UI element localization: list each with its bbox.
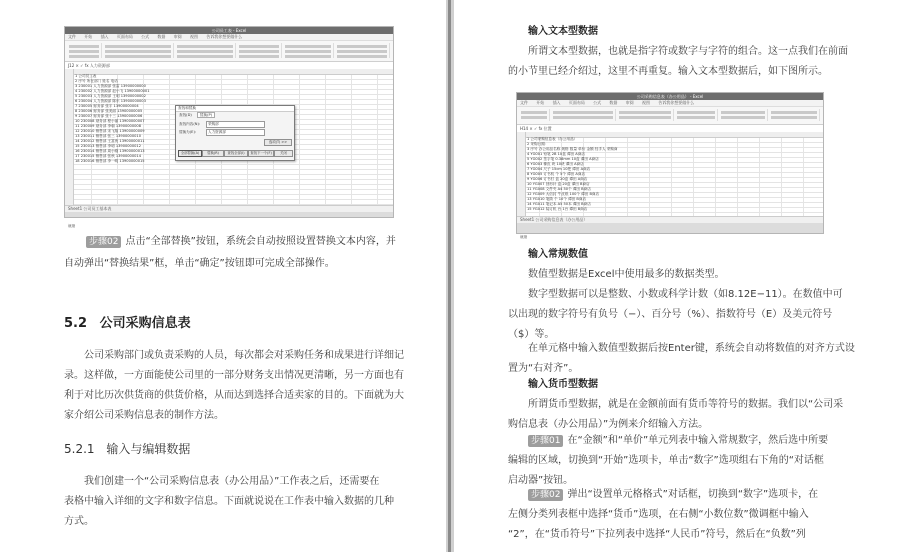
ribbon-tab: 插入 [552,100,561,105]
section-heading [64,312,191,331]
status-text: 就绪 [68,224,76,228]
text-line: 表格中输入详细的文字和数字信息。下面就说说在工作表中输入数据的几种 [64,496,394,507]
sheet-row: 7 230005 财务部 张宇 13900000004 [75,104,139,108]
sheet-row: 1 公司员工表 [75,74,97,78]
text-line: （$）等。 [508,329,555,340]
ribbon-tab: 数据 [157,34,166,39]
ribbon-tab: 告诉我你想要做什么 [658,100,695,105]
right-page [454,0,900,552]
status-text: 就绪 [520,235,528,239]
ribbon-tab: 数据 [609,100,618,105]
find-replace-dialog [175,105,295,161]
ribbon-tab: 页面布局 [116,34,133,39]
section-title: 公司采购信息表 [99,316,191,331]
excel-screenshot-purchase [516,92,824,239]
ribbon-tab: 视图 [641,100,650,105]
ribbon-tab: 审阅 [173,34,182,39]
section-number: 5.2 [64,316,88,331]
step-badge: 步骤02 [86,236,121,248]
sheet-row: 10 YG007 回形针 盒 20盒 谭田 B商店 [527,182,590,186]
subsection-heading [64,440,190,457]
sheet-row: 18 230016 销售部 李一明 13900000015 [75,159,145,163]
ribbon-tabs [517,100,823,107]
text-line: 方式。 [64,516,94,527]
tab-find[interactable]: 查找(D) [179,113,192,117]
replace-button[interactable]: 替换(R) [202,150,224,157]
text-line: 录。这样做，一方面能使公司里的一部分财务支出情况更清晰，另一方面也有 [64,370,404,381]
sheet-row: 3 230001 人力资源部 张雷 13900000000 [75,84,146,88]
text-line: 所谓文本型数据，也就是指字符或数字与字符的组合。这一点我们在前面 [528,46,848,57]
ribbon-tab: 告诉我你想要做什么 [206,34,243,39]
ribbon-tab: 开始 [536,100,545,105]
sheet-row: 13 230011 销售部 张三 13900000010 [75,134,141,138]
sheet-row: 6 230004 人力资源部 陈东 13900000003 [75,99,146,103]
sheet-row: 15 230013 销售部 李明 13900000012 [75,144,141,148]
ribbon-tab: 开始 [84,34,93,39]
sheet-row: 4 YG001 铅笔 2B 10盒 谭田 A商店 [527,152,585,156]
formula-bar: H14 × ✓ fx 位置 [517,125,823,133]
status-bar [517,223,823,239]
step02-paragraph [86,232,426,252]
text-data-heading: 输入文本型数据 [528,26,598,37]
step-text: 点击“全部替换”按钮，系统会自动按照设置替换文本内容，并 [125,236,396,247]
text-line: 所谓货币型数据，就是在金额前面有货币等符号的数据。我们以“公司采 [528,399,844,410]
formula-bar: J12 × ✓ fx 人力资源部 [65,62,393,70]
replace-label: 替换为(E): [179,130,197,134]
excel-window-title: 公司员工表 - Excel [65,27,393,34]
sheet-row: 14 230012 销售部 王富贵 13900000011 [75,139,145,143]
close-button[interactable]: 关闭 [274,150,293,157]
sheet-row: 9 230007 财务部 张十三 13900000006 [75,114,143,118]
ribbon-tab: 文件 [68,34,76,39]
text-line: “2”，在“货币符号”下拉列表中选择“人民币”符号，然后在“负数”列 [508,529,806,540]
text-line: 在“金额”和“单价”单元列表中输入常规数字，然后选中所要 [567,435,829,446]
currency-heading: 输入货币型数据 [528,379,598,390]
options-button[interactable]: 选项(T) >> [264,139,292,146]
step-badge: 步骤02 [528,489,563,501]
sheet-tabs: Sheet1 公司员工基本表 [65,205,393,212]
ribbon-tab: 公式 [593,100,602,105]
regular-heading: 输入常规数值 [528,249,588,260]
find-input[interactable]: 采购部 [206,121,265,128]
sheet-cells [75,74,149,164]
tab-replace[interactable]: 替换(P) [197,112,215,118]
ribbon-tab: 视图 [189,34,198,39]
subsection-title: 输入与编辑数据 [106,442,191,456]
dialog-title: 查找和替换 [176,106,294,112]
sheet-row: 11 230009 财务部 李朝 13900000008 [75,124,141,128]
left-page [0,0,446,552]
sheet-row: 9 YG006 订书钉 盒 20盒 谭田 A商店 [527,177,588,181]
sheet-row: 1 公司采购信息表（办公用品） [527,137,578,141]
sheet-row: 5 YG002 签字笔 0.38mm 10盒 谭田 A商店 [527,157,599,161]
currency-paragraph [508,395,878,435]
sheet-row: 3 序号 办公用品名称 规格 数量 单价 金额 经手人 采购商 [527,147,618,151]
sheet-row: 12 230010 销售部 宋飞翔 13900000009 [75,129,145,133]
ribbon-tab: 插入 [100,34,109,39]
sheet-row: 12 YG009 大信封 牛皮纸 100个 谭田 B商店 [527,192,600,196]
sheet-row: 11 YG008 文件夹 A4 50个 谭田 B商店 [527,187,591,191]
sheet-row: 15 YG012 装订机 台 1台 谭田 B商店 [527,207,588,211]
find-label: 查找内容(N): [179,122,201,126]
sheet-grid [517,132,823,216]
text-line: 家介绍公司采购信息表的制作方法。 [64,410,224,421]
excel-screenshot-replace [64,26,394,228]
text-line: 我们创建一个“公司采购信息表（办公用品）”工作表之后，还需要在 [84,476,380,487]
replace-all-button[interactable]: 全部替换(A) [178,150,202,157]
sheet-row: 2 序号 所在部门 姓名 电话 [75,79,118,83]
text-line: 左侧分类列表框中选择“货币”选项，在右侧“小数位数”微调框中输入 [508,509,809,520]
step02-paragraph [508,485,878,545]
find-next-button[interactable]: 查找下一个(F) [248,150,274,157]
ribbon-toolbar [517,107,823,125]
replace-input[interactable]: 人力资源部 [206,129,265,136]
page-gutter [446,0,454,552]
ribbon-tabs [65,34,393,41]
text-line: 的小节里已经介绍过，这里不再重复。输入文本型数据后，如下图所示。 [508,66,828,77]
status-bar [65,212,393,228]
ribbon-tab: 公式 [141,34,150,39]
ribbon-tab: 文件 [520,100,528,105]
regular-paragraph-1: 数值型数据是Excel中使用最多的数据类型。 [528,269,725,280]
ribbon-tab: 页面布局 [568,100,585,105]
text-data-paragraph [508,42,868,82]
sheet-row: 8 YG005 订书机 个 5个 谭田 A商店 [527,172,586,176]
subsection-number: 5.2.1 [64,442,95,456]
text-line: 弹出“设置单元格格式”对话框，切换到“数字”选项卡，在 [567,489,819,500]
text-line: 编辑的区域，切换到“开始”选项卡，单击“数字”选项组右下角的“对话框 [508,455,824,466]
sheet-row: 13 YG010 笔筒 个 10个 谭田 B商店 [527,197,587,201]
regular-paragraph-2 [508,285,878,345]
sheet-row: 2 采购日期： [527,142,549,146]
step01-paragraph [508,431,878,491]
excel-window-title: 公司采购信息表（办公用品） - Excel [517,93,823,100]
text-line: 购信息表（办公用品）”为例来介绍输入方法。 [508,419,709,430]
sheet-row: 10 230008 财务部 程小丽 13900000007 [75,119,145,123]
sheet-row: 6 YG003 橡皮 块 10块 谭田 A商店 [527,162,584,166]
sheet-row: 4 230002 人力资源部 赵小飞 13900000001 [75,89,150,93]
intro-paragraph [64,346,420,426]
sheet-row: 14 YG011 笔记本 A5 50本 谭田 B商店 [527,202,591,206]
text-line: 置为“右对齐”。 [508,363,579,374]
subsection-paragraph [64,472,420,532]
sheet-row: 17 230015 销售部 张秋 13900000014 [75,154,141,158]
find-all-button[interactable]: 查找全部(I) [224,150,248,157]
text-line: 以出现的数字符号有负号（−）、百分号（%）、指数符号（E）及美元符号 [508,309,833,320]
sheet-tabs: Sheet1 公司采购信息表（办公用品） [517,216,823,223]
text-line: 利于对比历次供货商的供货价格，从而达到选择合适卖家的目的。下面就为大 [64,390,404,401]
sheet-row: 16 230014 销售部 周小刚 13900000013 [75,149,145,153]
sheet-row: 5 230003 人力资源部 王明 13900000002 [75,94,146,98]
sheet-cells [527,137,618,212]
regular-paragraph-3 [508,339,878,379]
text-line: 在单元格中输入数值型数据后按Enter键，系统会自动将数值的对齐方式设 [528,343,855,354]
step02-paragraph-cont: 自动弹出“替换结果”框，单击“确定”按钮即可完成全部操作。 [64,258,335,269]
ribbon-tab: 审阅 [625,100,634,105]
sheet-row: 8 230006 财务部 张美丽 13900000005 [75,109,143,113]
text-line: 启动器”按钮。 [508,475,574,486]
ribbon-toolbar [65,41,393,62]
sheet-row: 7 YG004 尺子 15cm 10把 谭田 A商店 [527,167,591,171]
text-line: 公司采购部门或负责采购的人员，每次都会对采购任务和成果进行详细记 [84,350,404,361]
text-line: 数字型数据可以是整数、小数或科学计数（如8.12E−11）。在数值中可 [528,289,843,300]
step-badge: 步骤01 [528,435,563,447]
